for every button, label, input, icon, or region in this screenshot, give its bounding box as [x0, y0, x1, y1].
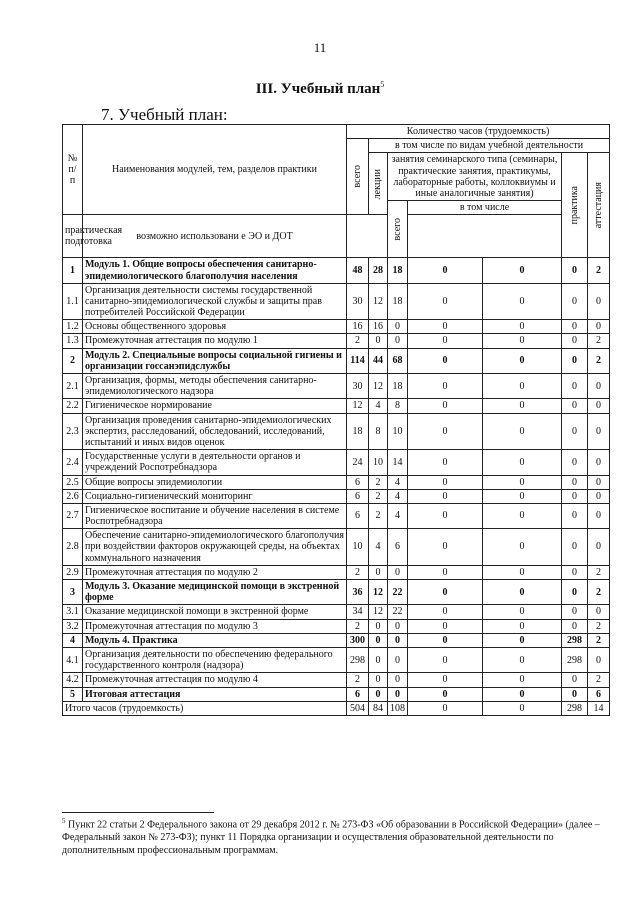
footnote-divider — [62, 812, 214, 813]
hours-practical-prep: 0 — [408, 687, 483, 701]
hours-attestation: 0 — [588, 475, 610, 489]
row-name: Модуль 3. Оказание медицинской помощи в экстренной форме — [83, 580, 347, 605]
row-number: 4 — [63, 633, 83, 647]
row-number: 4.2 — [63, 673, 83, 687]
section-title — [0, 80, 640, 98]
row-name: Промежуточная аттестация по модулю 1 — [83, 334, 347, 348]
row-name: Организация деятельности по обеспечению федерального государственного контроля (надзора) — [83, 647, 347, 672]
table-row — [63, 619, 610, 633]
row-number: 2.2 — [63, 399, 83, 413]
row-number: 2.3 — [63, 413, 83, 450]
hours-seminar-total: 4 — [388, 503, 408, 528]
hours-total: 298 — [347, 647, 369, 672]
hours-seminar-total: 14 — [388, 450, 408, 475]
hours-practical-prep: 0 — [408, 529, 483, 566]
hours-eo-dot: 0 — [483, 450, 562, 475]
table-row — [63, 489, 610, 503]
total-hours-total: 504 — [347, 701, 369, 715]
hours-eo-dot: 0 — [483, 503, 562, 528]
hours-practice: 0 — [562, 320, 588, 334]
hours-attestation: 0 — [588, 399, 610, 413]
hours-practical-prep: 0 — [408, 580, 483, 605]
hours-lectures: 0 — [369, 619, 388, 633]
hours-practice: 0 — [562, 580, 588, 605]
hours-total: 2 — [347, 673, 369, 687]
hours-total: 2 — [347, 334, 369, 348]
hours-practice: 0 — [562, 374, 588, 399]
hours-practice: 0 — [562, 673, 588, 687]
hours-lectures: 8 — [369, 413, 388, 450]
hours-lectures: 0 — [369, 687, 388, 701]
table-row — [63, 283, 610, 320]
hours-seminar-total: 68 — [388, 348, 408, 373]
header-lectures — [369, 153, 388, 215]
row-number: 3.1 — [63, 605, 83, 619]
header-lectures-label: лекции — [372, 168, 384, 200]
hours-practice: 0 — [562, 450, 588, 475]
header-practice-label: практика — [568, 186, 580, 225]
hours-seminar-total: 0 — [388, 565, 408, 579]
row-number: 2.9 — [63, 565, 83, 579]
row-name: Гигиеническое нормирование — [83, 399, 347, 413]
hours-eo-dot: 0 — [483, 687, 562, 701]
hours-practical-prep: 0 — [408, 647, 483, 672]
row-name: Основы общественного здоровья — [83, 320, 347, 334]
hours-lectures: 4 — [369, 529, 388, 566]
hours-total: 16 — [347, 320, 369, 334]
header-seminar: занятия семинарского типа (семинары, практические занятия, практикумы, лабораторные работы, коллоквиумы и иные аналогичные занятия) — [388, 153, 562, 201]
hours-total: 48 — [347, 258, 369, 283]
row-number: 5 — [63, 687, 83, 701]
hours-lectures: 2 — [369, 475, 388, 489]
row-name: Обеспечение санитарно-эпидемиологического благополучия при воздействии факторов окружающей среды, на объектах коммунального назначения — [83, 529, 347, 566]
row-name: Общие вопросы эпидемиологии — [83, 475, 347, 489]
table-row — [63, 399, 610, 413]
hours-seminar-total: 18 — [388, 283, 408, 320]
hours-eo-dot: 0 — [483, 673, 562, 687]
header-attestation — [588, 153, 610, 258]
hours-practical-prep: 0 — [408, 475, 483, 489]
hours-practical-prep: 0 — [408, 413, 483, 450]
table-row — [63, 348, 610, 373]
hours-attestation: 0 — [588, 450, 610, 475]
hours-seminar-total: 0 — [388, 647, 408, 672]
hours-total: 30 — [347, 374, 369, 399]
hours-lectures: 28 — [369, 258, 388, 283]
table-row — [63, 605, 610, 619]
table-row — [63, 334, 610, 348]
hours-total: 24 — [347, 450, 369, 475]
hours-practice: 0 — [562, 529, 588, 566]
row-number: 2.6 — [63, 489, 83, 503]
total-hours-seminar-total: 108 — [388, 701, 408, 715]
hours-practice: 0 — [562, 605, 588, 619]
header-attestation-label: аттестация — [592, 182, 604, 229]
hours-total: 10 — [347, 529, 369, 566]
hours-lectures: 12 — [369, 580, 388, 605]
hours-eo-dot: 0 — [483, 619, 562, 633]
hours-seminar-total: 4 — [388, 475, 408, 489]
hours-practical-prep: 0 — [408, 258, 483, 283]
hours-lectures: 0 — [369, 647, 388, 672]
hours-attestation: 6 — [588, 687, 610, 701]
row-name: Модуль 2. Специальные вопросы социальной гигиены и организации госсанэпидслужбы — [83, 348, 347, 373]
hours-practice: 298 — [562, 633, 588, 647]
row-number: 1.3 — [63, 334, 83, 348]
header-eo-dot: возможно использовани е ЭО и ДОТ — [83, 215, 347, 258]
row-number: 2.5 — [63, 475, 83, 489]
hours-total: 114 — [347, 348, 369, 373]
hours-lectures: 16 — [369, 320, 388, 334]
hours-total: 12 — [347, 399, 369, 413]
hours-practice: 0 — [562, 399, 588, 413]
hours-seminar-total: 6 — [388, 529, 408, 566]
table-row — [63, 475, 610, 489]
hours-eo-dot: 0 — [483, 605, 562, 619]
hours-practical-prep: 0 — [408, 450, 483, 475]
row-name: Социально-гигиенический мониторинг — [83, 489, 347, 503]
table-row — [63, 580, 610, 605]
hours-eo-dot: 0 — [483, 647, 562, 672]
hours-eo-dot: 0 — [483, 633, 562, 647]
hours-eo-dot: 0 — [483, 374, 562, 399]
hours-practical-prep: 0 — [408, 348, 483, 373]
hours-total: 30 — [347, 283, 369, 320]
hours-practical-prep: 0 — [408, 565, 483, 579]
header-seminar-total — [388, 201, 408, 258]
hours-practice: 0 — [562, 565, 588, 579]
hours-practice: 0 — [562, 619, 588, 633]
hours-total: 6 — [347, 489, 369, 503]
hours-eo-dot: 0 — [483, 399, 562, 413]
footnote-ref: 5 — [380, 80, 385, 89]
row-number: 2.4 — [63, 450, 83, 475]
row-name: Государственные услуги в деятельности органов и учреждений Роспотребнадзора — [83, 450, 347, 475]
hours-practical-prep: 0 — [408, 283, 483, 320]
hours-eo-dot: 0 — [483, 348, 562, 373]
hours-eo-dot: 0 — [483, 475, 562, 489]
row-name: Организация проведения санитарно-эпидемиологических экспертиз, расследований, обследований, исследований, испытаний и иных видов оценок — [83, 413, 347, 450]
hours-practical-prep: 0 — [408, 619, 483, 633]
row-name: Организация деятельности системы государственной санитарно-эпидемиологической службы и защиты прав потребителей Российской Федерации — [83, 283, 347, 320]
table-row — [63, 647, 610, 672]
hours-eo-dot: 0 — [483, 320, 562, 334]
hours-practice: 298 — [562, 647, 588, 672]
hours-total: 34 — [347, 605, 369, 619]
row-number: 2.7 — [63, 503, 83, 528]
hours-practical-prep: 0 — [408, 334, 483, 348]
hours-eo-dot: 0 — [483, 580, 562, 605]
row-number: 2.8 — [63, 529, 83, 566]
header-total — [347, 139, 369, 215]
hours-lectures: 0 — [369, 673, 388, 687]
hours-eo-dot: 0 — [483, 529, 562, 566]
total-hours-eo-dot: 0 — [483, 701, 562, 715]
hours-practice: 0 — [562, 283, 588, 320]
hours-attestation: 0 — [588, 413, 610, 450]
header-practical-prep: практическая подготовка — [63, 215, 83, 258]
table-row — [63, 374, 610, 399]
hours-eo-dot: 0 — [483, 258, 562, 283]
hours-attestation: 2 — [588, 348, 610, 373]
hours-seminar-total: 22 — [388, 580, 408, 605]
hours-practical-prep: 0 — [408, 374, 483, 399]
row-name: Модуль 1. Общие вопросы обеспечения санитарно-эпидемиологического благополучия населения — [83, 258, 347, 283]
hours-attestation: 0 — [588, 374, 610, 399]
hours-seminar-total: 22 — [388, 605, 408, 619]
hours-practical-prep: 0 — [408, 605, 483, 619]
hours-attestation: 0 — [588, 647, 610, 672]
hours-total: 18 — [347, 413, 369, 450]
hours-seminar-total: 4 — [388, 489, 408, 503]
hours-practice: 0 — [562, 475, 588, 489]
hours-total: 36 — [347, 580, 369, 605]
hours-attestation: 2 — [588, 633, 610, 647]
row-name: Итоговая аттестация — [83, 687, 347, 701]
hours-attestation: 0 — [588, 489, 610, 503]
row-number: 4.1 — [63, 647, 83, 672]
row-number: 2 — [63, 348, 83, 373]
hours-total: 6 — [347, 475, 369, 489]
hours-practice: 0 — [562, 503, 588, 528]
hours-seminar-total: 0 — [388, 687, 408, 701]
header-number: № п/ п — [63, 125, 83, 215]
hours-attestation: 2 — [588, 258, 610, 283]
total-hours-practical-prep: 0 — [408, 701, 483, 715]
hours-seminar-total: 0 — [388, 673, 408, 687]
hours-attestation: 0 — [588, 503, 610, 528]
hours-total: 6 — [347, 503, 369, 528]
hours-practice: 0 — [562, 489, 588, 503]
hours-lectures: 2 — [369, 503, 388, 528]
hours-seminar-total: 18 — [388, 374, 408, 399]
hours-seminar-total: 18 — [388, 258, 408, 283]
table-row — [63, 565, 610, 579]
footnote-text: Пункт 22 статьи 2 Федерального закона от 29 декабря 2012 г. № 273-ФЗ «Об образовании в Российской Федерации» (далее – Федеральный закон № 273-ФЗ); пункт 11 Порядка организации и осуществления образовательной деятельности по дополнительным профессиональным программам. — [62, 819, 600, 857]
header-incl-types: в том числе по видам учебной деятельности — [369, 139, 610, 153]
page-number: 11 — [313, 40, 327, 55]
row-name: Оказание медицинской помощи в экстренной форме — [83, 605, 347, 619]
hours-lectures: 12 — [369, 605, 388, 619]
hours-lectures: 10 — [369, 450, 388, 475]
hours-attestation: 2 — [588, 334, 610, 348]
header-incl: в том числе — [408, 201, 562, 215]
hours-seminar-total: 0 — [388, 619, 408, 633]
table-row — [63, 673, 610, 687]
table-body — [63, 258, 610, 716]
hours-seminar-total: 0 — [388, 334, 408, 348]
row-number: 3.2 — [63, 619, 83, 633]
table-row — [63, 633, 610, 647]
hours-attestation: 2 — [588, 673, 610, 687]
table-row — [63, 503, 610, 528]
table-header — [63, 125, 610, 258]
footnote — [62, 817, 610, 857]
hours-lectures: 0 — [369, 633, 388, 647]
header-seminar-total-label: всего — [391, 217, 403, 241]
hours-eo-dot: 0 — [483, 565, 562, 579]
row-name: Промежуточная аттестация по модулю 4 — [83, 673, 347, 687]
header-name: Наименования модулей, тем, разделов практики — [83, 125, 347, 215]
hours-practical-prep: 0 — [408, 399, 483, 413]
hours-seminar-total: 0 — [388, 320, 408, 334]
hours-attestation: 2 — [588, 580, 610, 605]
hours-attestation: 2 — [588, 619, 610, 633]
hours-practical-prep: 0 — [408, 489, 483, 503]
hours-seminar-total: 8 — [388, 399, 408, 413]
hours-eo-dot: 0 — [483, 334, 562, 348]
subtitle: 7. Учебный план: — [101, 105, 228, 124]
row-name: Промежуточная аттестация по модулю 2 — [83, 565, 347, 579]
row-number: 2.1 — [63, 374, 83, 399]
row-name: Гигиеническое воспитание и обучение населения в системе Роспотребнадзора — [83, 503, 347, 528]
hours-lectures: 44 — [369, 348, 388, 373]
hours-attestation: 0 — [588, 605, 610, 619]
row-name: Организация, формы, методы обеспечения санитарно-эпидемиологического надзора — [83, 374, 347, 399]
table-row — [63, 529, 610, 566]
hours-seminar-total: 0 — [388, 633, 408, 647]
table-row — [63, 413, 610, 450]
hours-lectures: 0 — [369, 565, 388, 579]
hours-lectures: 4 — [369, 399, 388, 413]
hours-total: 6 — [347, 687, 369, 701]
row-number: 1 — [63, 258, 83, 283]
row-name: Промежуточная аттестация по модулю 3 — [83, 619, 347, 633]
header-practice — [562, 153, 588, 258]
table-row — [63, 687, 610, 701]
hours-practice: 0 — [562, 413, 588, 450]
row-number: 3 — [63, 580, 83, 605]
hours-eo-dot: 0 — [483, 413, 562, 450]
hours-eo-dot: 0 — [483, 489, 562, 503]
row-number: 1.1 — [63, 283, 83, 320]
hours-attestation: 0 — [588, 320, 610, 334]
footnote-number: 5 — [62, 817, 66, 825]
table-row — [63, 320, 610, 334]
hours-seminar-total: 10 — [388, 413, 408, 450]
hours-practical-prep: 0 — [408, 633, 483, 647]
hours-practical-prep: 0 — [408, 673, 483, 687]
total-hours-practice: 298 — [562, 701, 588, 715]
hours-practice: 0 — [562, 348, 588, 373]
hours-practice: 0 — [562, 334, 588, 348]
table-row — [63, 258, 610, 283]
hours-attestation: 0 — [588, 283, 610, 320]
hours-attestation: 2 — [588, 565, 610, 579]
hours-total: 2 — [347, 619, 369, 633]
hours-practice: 0 — [562, 258, 588, 283]
hours-total: 2 — [347, 565, 369, 579]
total-hours-lectures: 84 — [369, 701, 388, 715]
hours-eo-dot: 0 — [483, 283, 562, 320]
header-hours: Количество часов (трудоемкость) — [347, 125, 610, 139]
hours-practical-prep: 0 — [408, 320, 483, 334]
total-label: Итого часов (трудоемкость) — [63, 701, 347, 715]
hours-total: 300 — [347, 633, 369, 647]
section-title-text: III. Учебный план — [255, 81, 381, 97]
row-name: Модуль 4. Практика — [83, 633, 347, 647]
hours-attestation: 0 — [588, 529, 610, 566]
row-number: 1.2 — [63, 320, 83, 334]
hours-lectures: 12 — [369, 374, 388, 399]
table-row — [63, 450, 610, 475]
total-row — [63, 701, 610, 715]
hours-lectures: 0 — [369, 334, 388, 348]
hours-practical-prep: 0 — [408, 503, 483, 528]
hours-lectures: 2 — [369, 489, 388, 503]
hours-lectures: 12 — [369, 283, 388, 320]
header-total-label: всего — [351, 165, 363, 188]
total-hours-attestation: 14 — [588, 701, 610, 715]
curriculum-table — [62, 124, 610, 716]
hours-practice: 0 — [562, 687, 588, 701]
